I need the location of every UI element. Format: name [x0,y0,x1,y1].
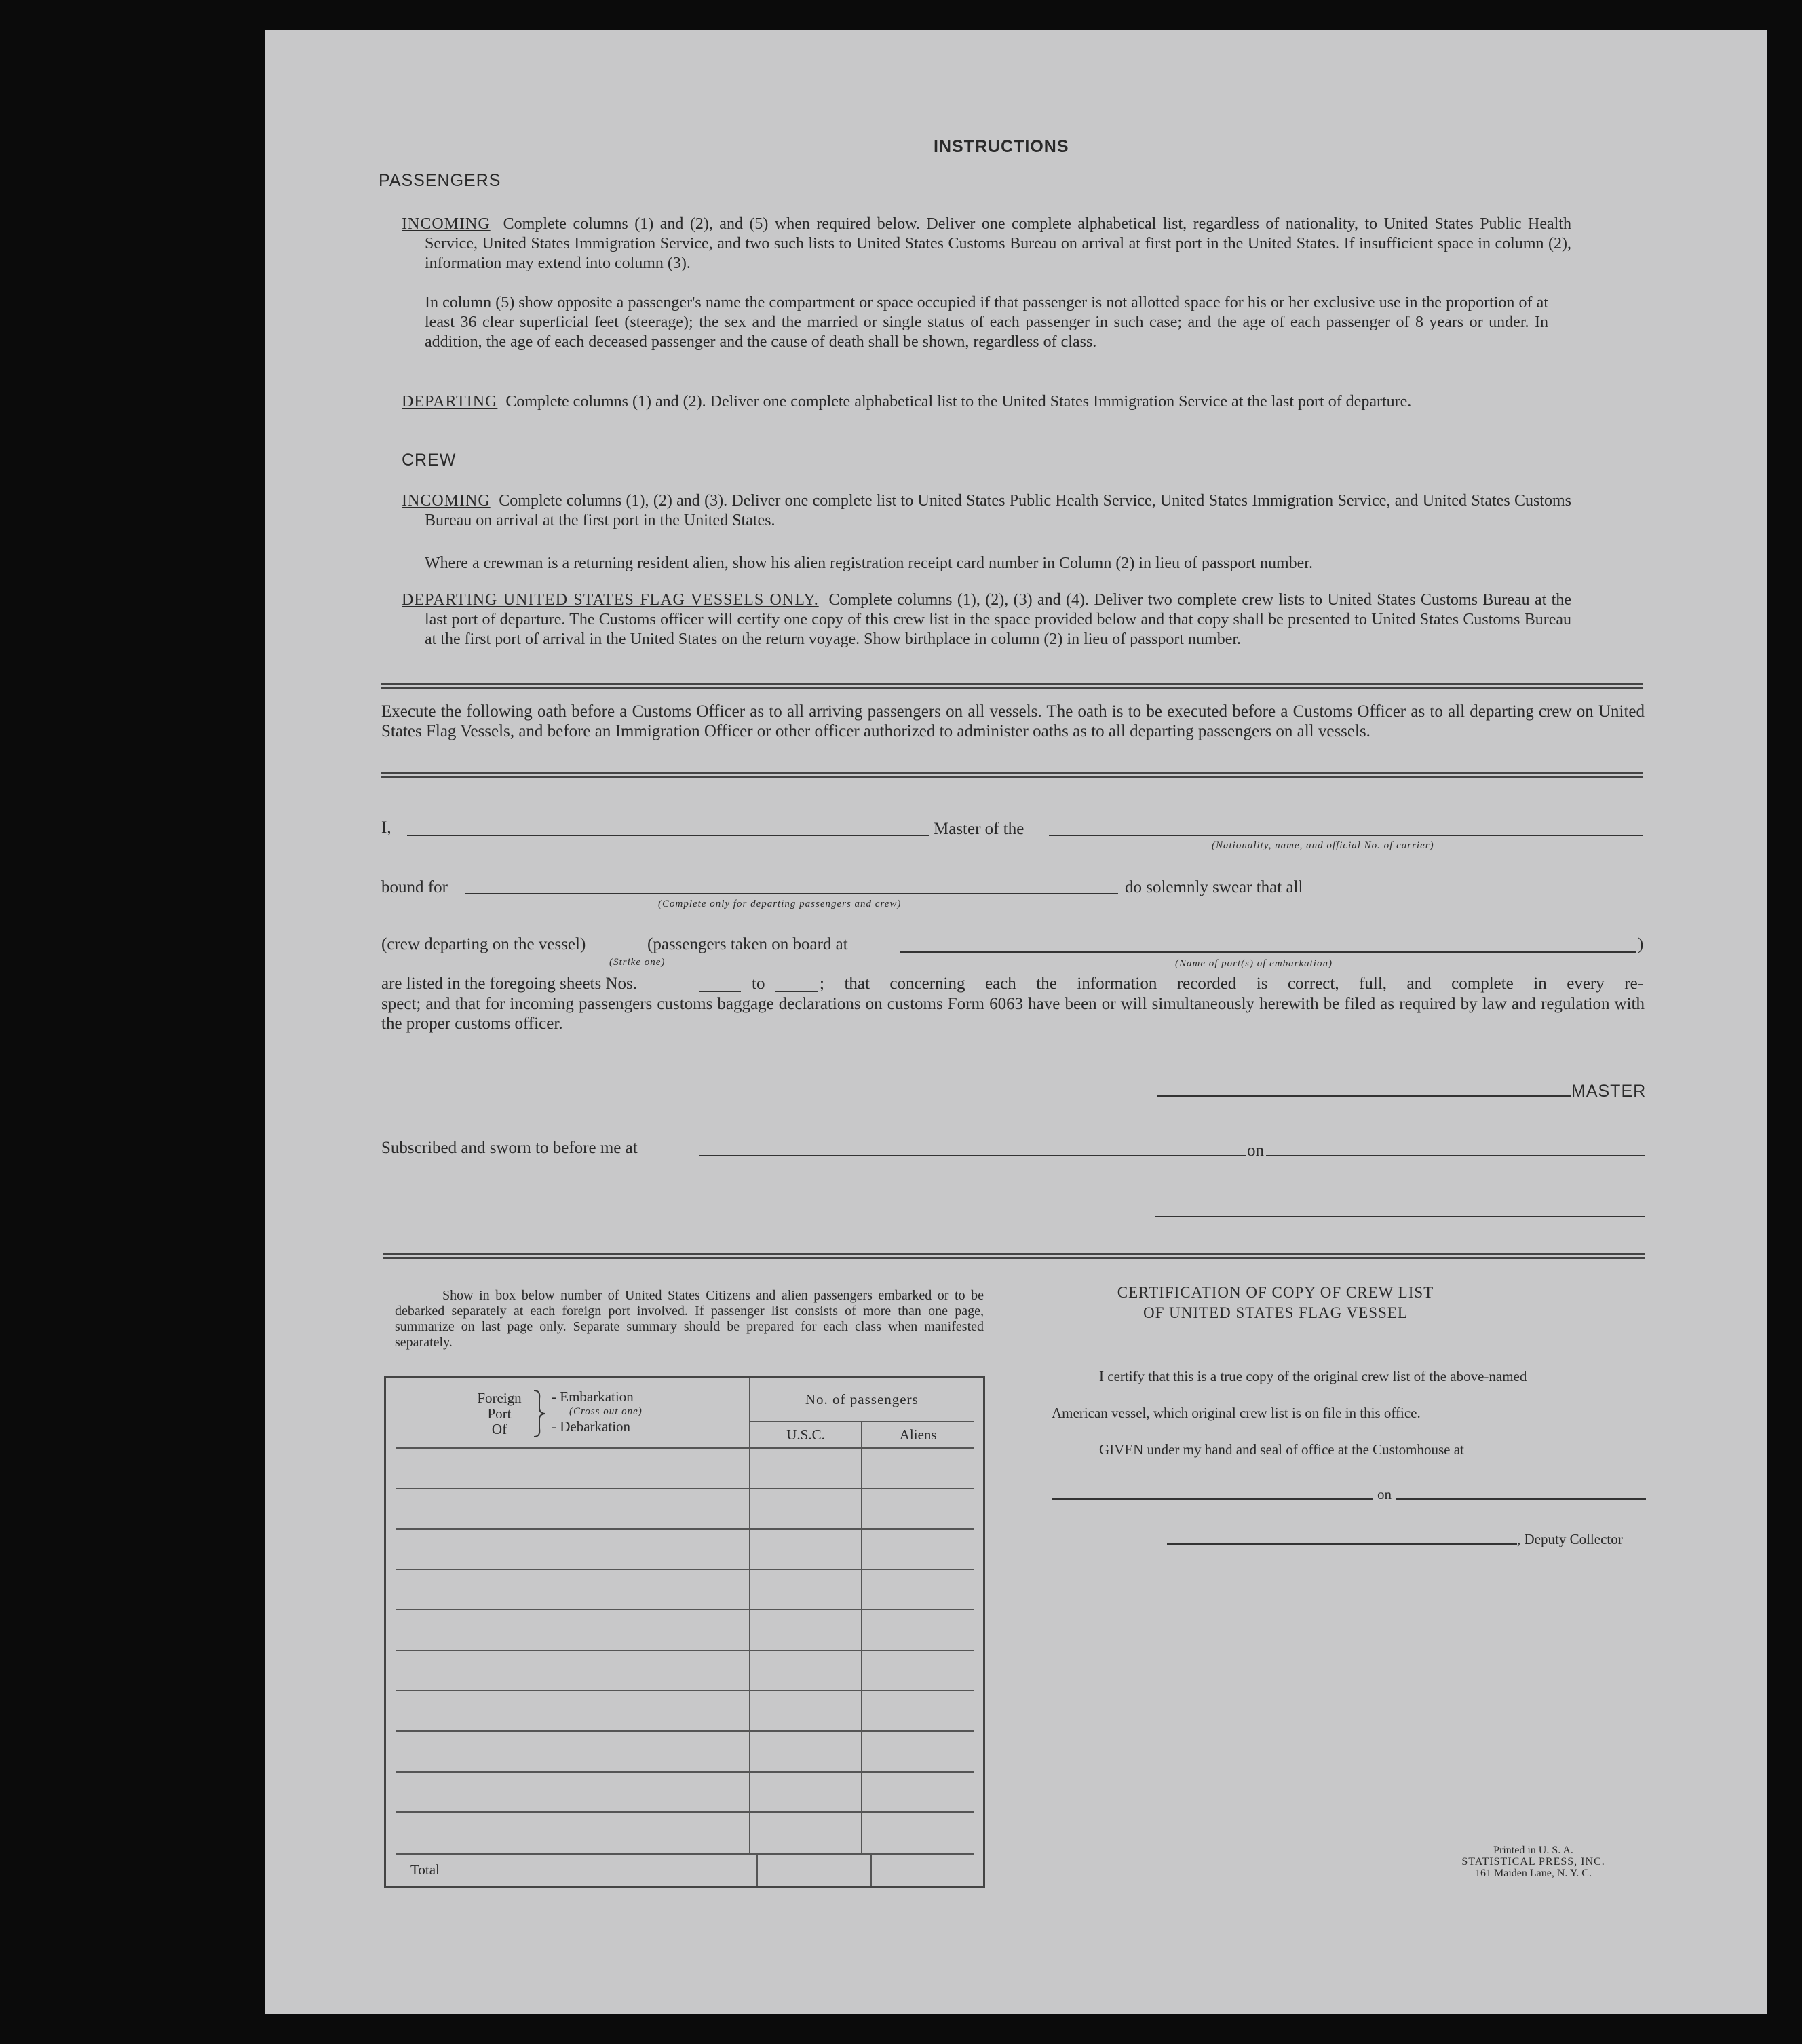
certification-title-line2: OF UNITED STATES FLAG VESSEL [1143,1304,1408,1321]
printer-line1: Printed in U. S. A. [1493,1844,1573,1856]
certification-title-line1: CERTIFICATION OF COPY OF CREW LIST [1117,1284,1434,1301]
oath-swear: do solemnly swear that all [1125,878,1303,896]
cross-out-caption: (Cross out one) [569,1406,643,1417]
usc-header: U.S.C. [750,1422,862,1448]
bound-for-field[interactable] [465,893,1118,894]
foreign-port-header [396,1378,750,1448]
oath-on-label: on [1247,1141,1264,1160]
oath-listed-b: ; that concerning each the information recorded is correct, full, and complete in every re- [820,974,1643,993]
passengers-incoming-label: INCOMING [402,215,491,233]
oath-i-label: I, [381,818,391,837]
master-signature-field[interactable] [1157,1095,1571,1097]
aliens-cell[interactable] [862,1690,974,1731]
brace-icon [531,1389,548,1438]
usc-cell[interactable] [750,1488,862,1529]
usc-cell[interactable] [750,1448,862,1489]
debarkation-label: - Debarkation [552,1418,631,1435]
aliens-cell[interactable] [862,1529,974,1570]
aliens-cell[interactable] [862,1448,974,1489]
summary-note: Show in box below number of United States Citizens and alien passengers embarked or to be debarked separately at each foreign port involved. If passenger list consists of more than one page, summarize on last page only. Separate summary should be prepared for each class when manifested separately. [395,1288,984,1350]
usc-cell[interactable] [750,1610,862,1650]
usc-cell[interactable] [750,1690,862,1731]
passengers-departing-paragraph [402,392,1571,412]
usc-cell[interactable] [750,1731,862,1772]
crew-resident-paragraph: Where a crewman is a returning resident alien, show his alien registration receipt card number in Column (2) in lieu of passport number. [425,554,1313,572]
oath-crew-departing: (crew departing on the vessel) [381,935,586,953]
master-name-field[interactable] [407,835,929,836]
total-usc-divider [756,1855,758,1886]
embarkation-label: - Embarkation [552,1388,634,1405]
sheet-from-field[interactable] [699,991,741,992]
total-aliens-divider [870,1855,872,1886]
divider-1 [381,683,1643,689]
port-cell[interactable] [396,1772,750,1813]
sheet-to-field[interactable] [775,991,818,992]
crew-heading: CREW [402,451,457,470]
port-cell[interactable] [396,1731,750,1772]
port-cell[interactable] [396,1610,750,1650]
certify-line1: I certify that this is a true copy of the original crew list of the above-named [1099,1368,1527,1384]
crew-departing-text: Complete columns (1), (2), (3) and (4). Deliver two complete crew lists to United States Customs Bureau at the last port of departure. The Customs officer will certify one copy of this crew list in the space provided below and that copy shall be presented to United States Customs Bureau at the first port of arrival in the United States on the return voyage. Show birthplace in column (2) in lieu of passport number. [425,591,1572,648]
oath-close-paren: ) [1638,935,1644,953]
printer-line2: STATISTICAL PRESS, INC. [1461,1856,1605,1868]
certification-on-label: on [1377,1486,1392,1502]
usc-cell[interactable] [750,1650,862,1691]
oath-listed-to: to [752,974,765,993]
sworn-place-field[interactable] [699,1155,1246,1156]
oath-intro: Execute the following oath before a Customs Officer as to all arriving passengers on all vessels. The oath is to be executed before a Customs Officer as to all departing crew on United States Flag Vessels, and before an Immigration Officer or other officer authorized to administer oaths as to all departing passengers on all vessels. [381,702,1645,740]
oath-subscribed: Subscribed and sworn to before me at [381,1139,638,1157]
deputy-collector-label: , Deputy Collector [1517,1531,1623,1547]
passengers-heading: PASSENGERS [379,171,501,190]
port-cell[interactable] [396,1570,750,1610]
aliens-cell[interactable] [862,1772,974,1813]
aliens-cell[interactable] [862,1650,974,1691]
certification-date-field[interactable] [1396,1498,1646,1500]
passengers-incoming-paragraph [402,214,1571,273]
passengers-departing-text: Complete columns (1) and (2). Deliver one complete alphabetical list to the United States Immigration Service at the last port of departure. [505,393,1412,411]
usc-cell[interactable] [750,1570,862,1610]
oath-listed-a: are listed in the foregoing sheets Nos. [381,974,637,993]
aliens-header: Aliens [862,1422,974,1448]
aliens-cell[interactable] [862,1731,974,1772]
total-label: Total [410,1861,440,1878]
port-cell[interactable] [396,1448,750,1489]
crew-departing-label: DEPARTING UNITED STATES FLAG VESSELS ONLY. [402,591,819,609]
summary-table [396,1378,974,1855]
usc-cell[interactable] [750,1772,862,1813]
summary-box [384,1376,985,1888]
instructions-title: INSTRUCTIONS [934,137,1069,156]
foreign-label: Foreign [477,1390,522,1406]
sworn-date-field[interactable] [1266,1155,1645,1156]
usc-cell[interactable] [750,1529,862,1570]
carrier-field[interactable] [1049,835,1643,836]
carrier-caption: (Nationality, name, and official No. of carrier) [1212,840,1434,851]
form-page [265,30,1767,2014]
oath-passengers-taken: (passengers taken on board at [647,935,848,953]
printer-line3: 161 Maiden Lane, N. Y. C. [1475,1868,1592,1879]
bound-caption: (Complete only for departing passengers and crew) [658,898,902,909]
printer-imprint [1445,1844,1622,1879]
given-line: GIVEN under my hand and seal of office at the Customhouse at [1099,1441,1464,1458]
port-cell[interactable] [396,1529,750,1570]
certification-title [1052,1283,1499,1323]
crew-departing-paragraph [402,590,1571,649]
of-label: Of [491,1421,507,1437]
aliens-cell[interactable] [862,1570,974,1610]
divider-2 [381,772,1643,778]
officer-signature-field[interactable] [1155,1216,1645,1217]
port-cell[interactable] [396,1690,750,1731]
strike-caption: (Strike one) [609,957,666,968]
port-cell[interactable] [396,1812,750,1854]
ports-caption: (Name of port(s) of embarkation) [1175,958,1333,969]
oath-bound-for: bound for [381,878,448,896]
deputy-collector-signature-field[interactable] [1167,1543,1517,1545]
certify-line2: American vessel, which original crew list is on file in this office. [1052,1405,1421,1421]
port-label: Port [487,1405,512,1422]
usc-cell[interactable] [750,1812,862,1854]
master-label: MASTER [1571,1082,1647,1101]
port-cell[interactable] [396,1650,750,1691]
crew-incoming-label: INCOMING [402,492,491,510]
passengers-column5-paragraph: In column (5) show opposite a passenger's name the compartment or space occupied if that passenger is not allotted space for his or her exclusive use in the proportion of at least 36 clear superficial feet (steerage); the sex and the married or single status of each passenger in such case; and the age of each passenger of 8 years or under. In addition, the age of each deceased passenger and the cause of death shall be shown, regardless of class. [425,294,1548,351]
embarkation-ports-field[interactable] [900,951,1636,953]
no-of-passengers-header: No. of passengers [750,1378,974,1422]
crew-incoming-text: Complete columns (1), (2) and (3). Deliver one complete list to United States Public Health Service, United States Immigration Service, and United States Customs Bureau on arrival at the first port in the United States. [425,492,1572,529]
passengers-incoming-text: Complete columns (1) and (2), and (5) when required below. Deliver one complete alphabetical list, regardless of nationality, to United States Public Health Service, United States Immigration Service, and two such lists to United States Customs Bureau on arrival at first port in the United States. If insufficient space in column (2), information may extend into column (3). [425,215,1571,272]
oath-listed-rest: spect; and that for incoming passengers customs baggage declarations on customs Form 6063 have been or will simultaneously herewith be filed as required by law and regulation with the proper customs officer. [381,995,1645,1033]
aliens-cell[interactable] [862,1610,974,1650]
oath-master-of-the: Master of the [934,820,1024,838]
passengers-departing-label: DEPARTING [402,393,498,411]
aliens-cell[interactable] [862,1488,974,1529]
divider-3 [383,1253,1645,1259]
port-cell[interactable] [396,1488,750,1529]
crew-incoming-paragraph [402,491,1571,531]
aliens-cell[interactable] [862,1812,974,1854]
customhouse-field[interactable] [1052,1498,1373,1500]
